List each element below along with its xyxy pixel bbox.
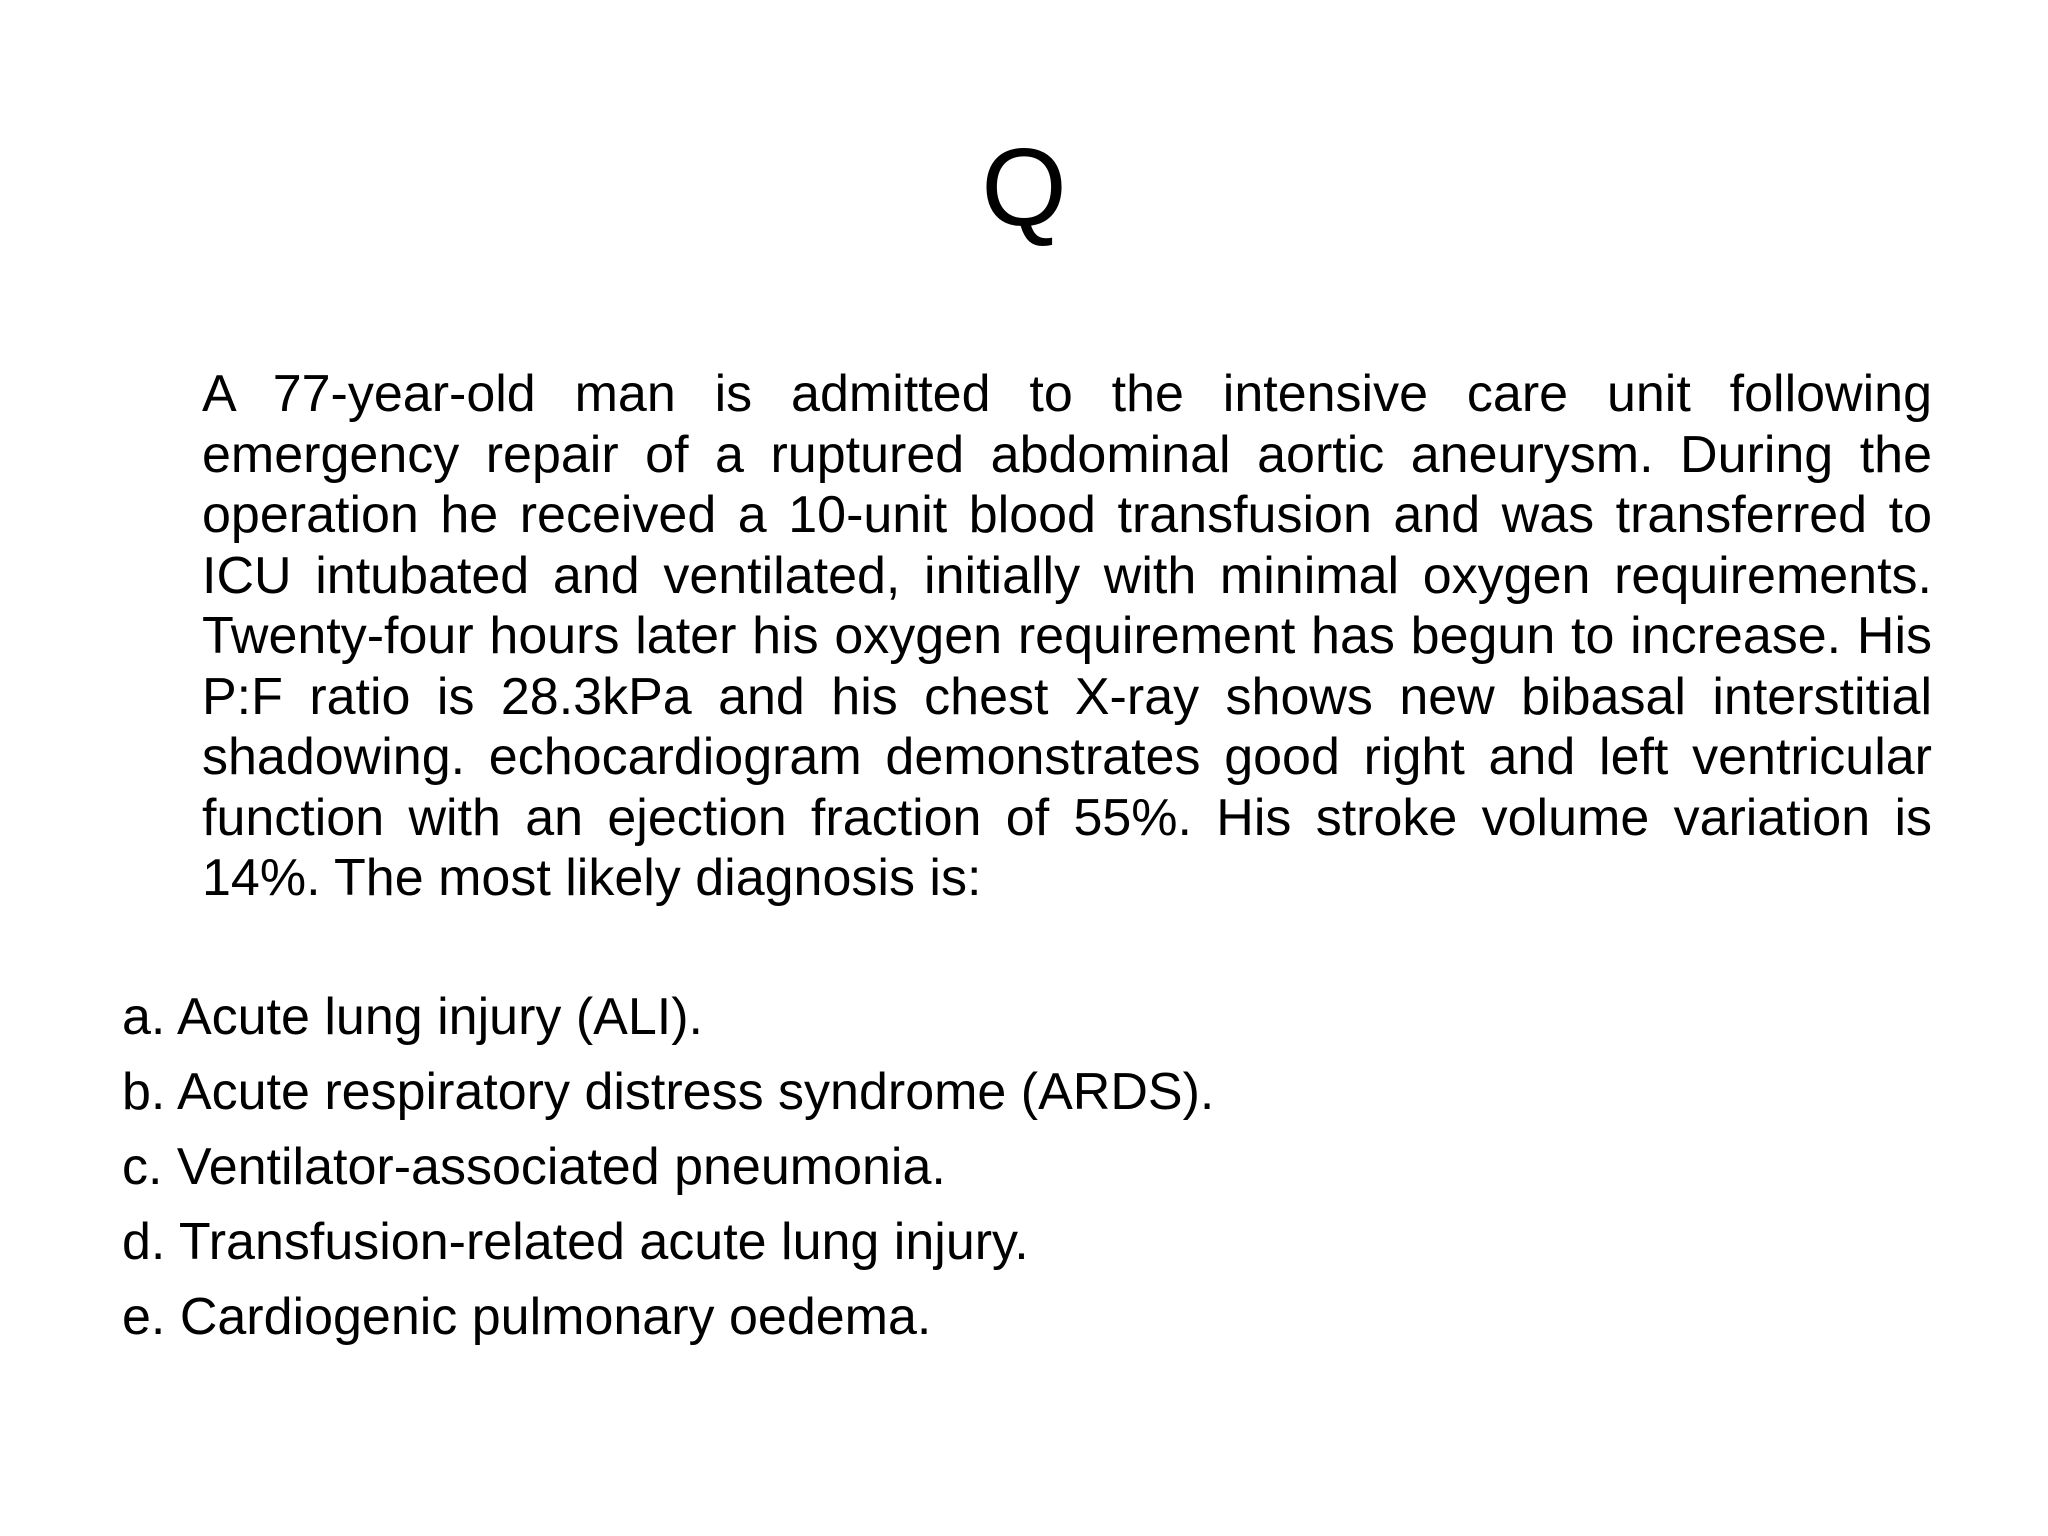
option-e: e. Cardiogenic pulmonary oedema.: [122, 1288, 932, 1346]
option-b: b. Acute respiratory distress syndrome (ARDS).: [122, 1063, 1215, 1121]
option-c: c. Ventilator-associated pneumonia.: [122, 1138, 946, 1196]
slide-title: Q: [981, 126, 1067, 249]
option-d: d. Transfusion-related acute lung injury.: [122, 1213, 1029, 1271]
question-stem: A 77-year-old man is admitted to the intensive care unit following emergency repair of a ruptured abdominal aortic aneurysm. During the operation he received a 10-unit blood transfusion and was transferred to ICU intubated and ventilated, initially with minimal oxygen requirements. Twenty-four hours later his oxygen requirement has begun to increase. His P:F ratio is 28.3kPa and his chest X-ray shows new bibasal interstitial shadowing. echocardiogram demonstrates good right and left ventricular function with an ejection fraction of 55%. His stroke volume variation is 14%. The most likely diagnosis is:: [202, 365, 1932, 907]
option-a: a. Acute lung injury (ALI).: [122, 988, 703, 1046]
answer-options: [122, 980, 1922, 1355]
